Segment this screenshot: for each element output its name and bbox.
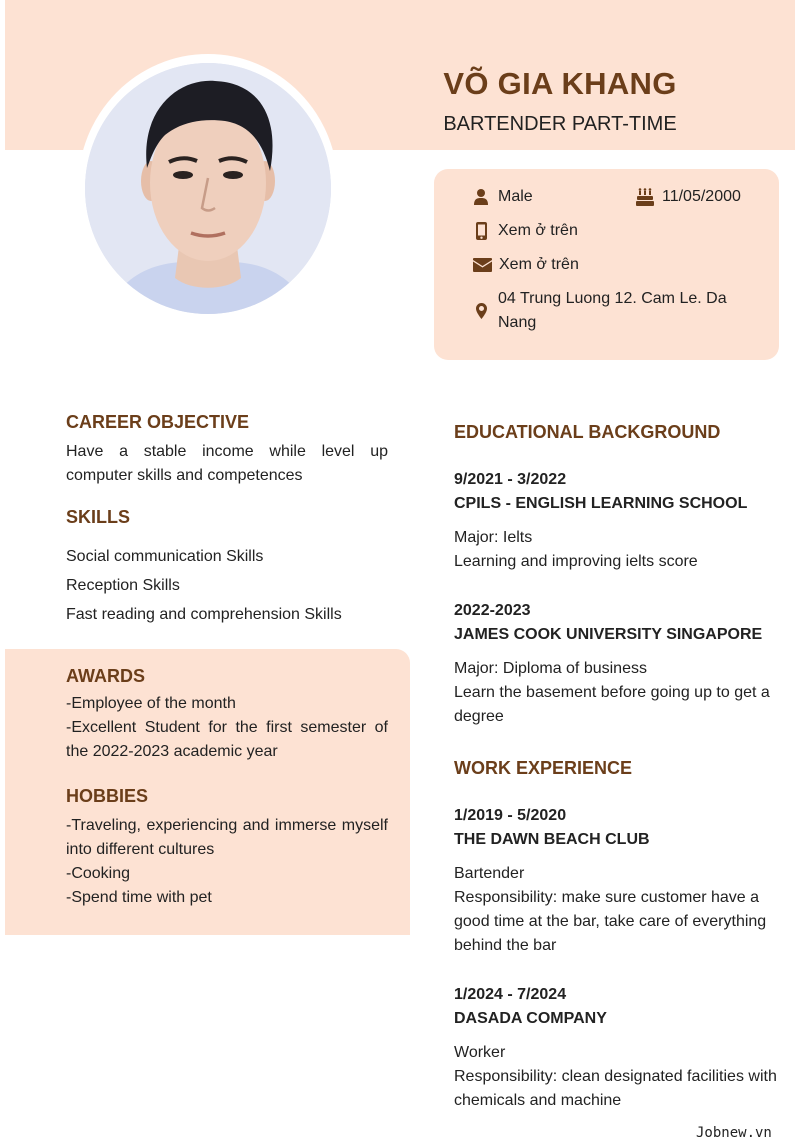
education-school: CPILS - ENGLISH LEARNING SCHOOL <box>454 495 748 512</box>
career-objective-text: Have a stable income while level up computer skills and competences <box>66 443 388 484</box>
birthday-value: 11/05/2000 <box>662 188 741 205</box>
avatar <box>85 63 331 314</box>
phone-value: Xem ở trên <box>498 222 578 239</box>
hobby-item: -Traveling, experiencing and immerse myself into different cultures <box>66 817 388 858</box>
work-position: Bartender <box>454 865 525 882</box>
award-item: -Employee of the month <box>66 695 236 712</box>
email-value: Xem ở trên <box>499 256 579 273</box>
education-major: Major: Ielts <box>454 529 533 546</box>
birthday-cake-icon <box>636 185 654 209</box>
phone-row <box>472 219 578 243</box>
birthday-row <box>636 185 741 209</box>
work-description: Responsibility: clean designated facilities with chemicals and machine <box>454 1068 777 1109</box>
envelope-icon <box>472 253 492 277</box>
gender-value: Male <box>498 188 533 205</box>
education-period: 2022-2023 <box>454 602 531 619</box>
work-company: THE DAWN BEACH CLUB <box>454 831 650 848</box>
map-marker-icon <box>472 287 490 335</box>
award-item: -Excellent Student for the first semester of the 2022-2023 academic year <box>66 719 388 760</box>
watermark: Jobnew.vn <box>696 1125 772 1141</box>
work-period: 1/2019 - 5/2020 <box>454 807 567 824</box>
address-line-2: Nang <box>498 314 537 331</box>
hobby-item: -Spend time with pet <box>66 889 212 906</box>
hobbies-heading: HOBBIES <box>66 786 149 806</box>
address-line-1: 04 Trung Luong 12. Cam Le. Da <box>498 290 727 307</box>
education-major: Major: Diploma of business <box>454 660 647 677</box>
education-description: Learn the basement before going up to get a degree <box>454 684 770 725</box>
skill-item: Social communication Skills <box>66 548 264 565</box>
work-period: 1/2024 - 7/2024 <box>454 986 567 1003</box>
email-row <box>472 253 579 277</box>
career-objective-heading: CAREER OBJECTIVE <box>66 412 250 432</box>
education-heading: EDUCATIONAL BACKGROUND <box>454 422 721 442</box>
skill-item: Reception Skills <box>66 577 180 594</box>
job-title: BARTENDER PART-TIME <box>443 113 677 135</box>
hobby-item: -Cooking <box>66 865 131 882</box>
skills-heading: SKILLS <box>66 507 131 527</box>
work-company: DASADA COMPANY <box>454 1010 607 1027</box>
education-school: JAMES COOK UNIVERSITY SINGAPORE <box>454 626 763 643</box>
work-experience-heading: WORK EXPERIENCE <box>454 758 633 778</box>
user-icon <box>472 185 490 209</box>
awards-heading: AWARDS <box>66 666 146 686</box>
phone-icon <box>472 219 490 243</box>
work-position: Worker <box>454 1044 506 1061</box>
address-row <box>472 287 752 335</box>
education-period: 9/2021 - 3/2022 <box>454 471 567 488</box>
skill-item: Fast reading and comprehension Skills <box>66 606 342 623</box>
gender-row <box>472 185 533 209</box>
candidate-name: VÕ GIA KHANG <box>443 66 677 101</box>
education-description: Learning and improving ielts score <box>454 553 698 570</box>
work-description: Responsibility: make sure customer have a good time at the bar, take care of everything behind the bar <box>454 889 767 954</box>
